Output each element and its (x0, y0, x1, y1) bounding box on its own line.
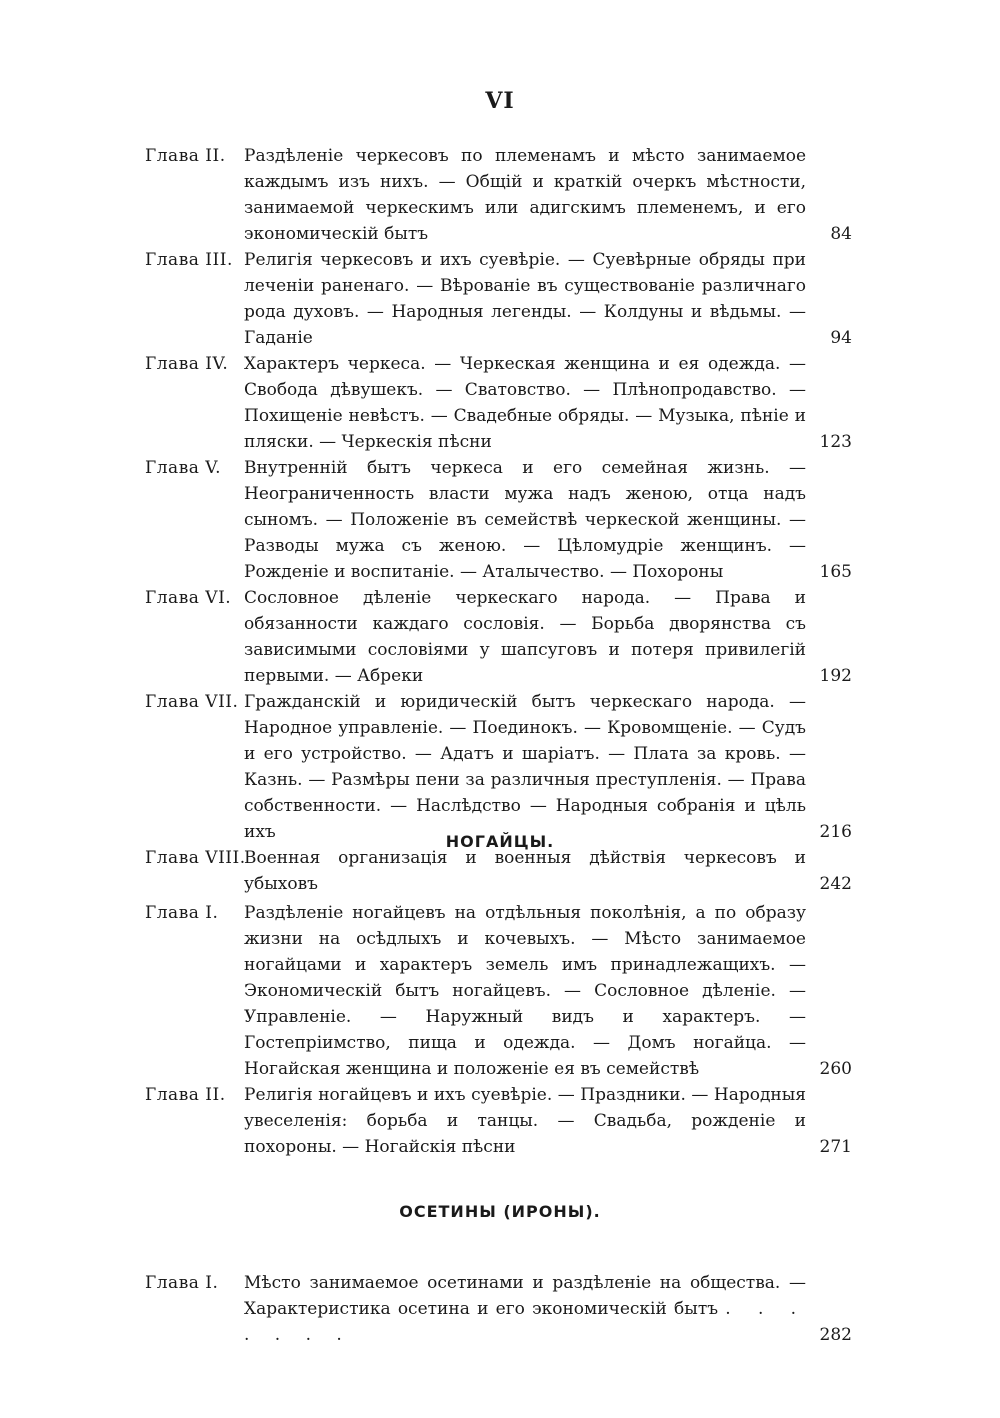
toc-entry (0, 455, 1000, 585)
chapter-title: Характеръ черкеса. — Черкеская женщина и ея одежда. — Свобода дѣвушекъ. — Сватовство. — Плѣнопродавство. — Похищеніе невѣстъ. — Свадебные обряды. — Музыка, пѣніе и пляски. — Черкескія пѣсни (244, 354, 806, 452)
chapter-label: Глава VII. (145, 692, 239, 712)
chapter-page-number: 84 (830, 224, 852, 244)
chapter-title: Гражданскій и юридическій бытъ черкескаго народа. — Народное управленіе. — Поединокъ. — Кровомщеніе. — Судъ и его устройство. — Адатъ и шаріатъ. — Плата за кровь. — Казнь. — Размѣры пени за различныя преступленія. — Права собственности. — Наслѣдство — Народныя собранія и цѣль ихъ (244, 692, 806, 842)
section-heading: НОГАЙЦЫ. (445, 832, 555, 851)
toc-entry (0, 143, 1000, 247)
chapter-page-number: 94 (830, 328, 852, 348)
section-nogais (0, 900, 1000, 1160)
chapter-title: Раздѣленіе черкесовъ по племенамъ и мѣсто занимаемое каждымъ изъ нихъ. — Общій и краткій очеркъ мѣстности, занимаемой черкескимъ или адигскимъ племенемъ, и его экономическій бытъ (244, 146, 806, 244)
chapter-page-number: 165 (819, 562, 852, 582)
section-ossetians (0, 1270, 1000, 1348)
chapter-page-number: 260 (819, 1059, 852, 1079)
toc-entry (0, 585, 1000, 689)
toc-entry (0, 845, 1000, 897)
toc-entry (0, 1270, 1000, 1348)
chapter-title: Военная организація и военныя дѣйствія черкесовъ и убыховъ (244, 848, 806, 894)
chapter-page-number: 282 (819, 1325, 852, 1345)
chapter-page-number: 242 (819, 874, 852, 894)
toc-entry (0, 689, 1000, 845)
chapter-label: Глава IV. (145, 354, 229, 374)
chapter-title: Религія черкесовъ и ихъ суевѣріе. — Суевѣрные обряды при леченіи раненаго. — Вѣрованіе въ существованіе различнаго рода духовъ. — Народныя легенды. — Колдуны и вѣдьмы. — Гаданіе (244, 250, 806, 348)
section-heading: ОСЕТИНЫ (ИРОНЫ). (399, 1202, 601, 1221)
chapter-label: Глава VIII. (145, 848, 246, 868)
chapter-title: Внутренній бытъ черкеса и его семейная жизнь. — Неограниченность власти мужа надъ женою, отца надъ сыномъ. — Положеніе въ семействѣ черкеской женщины. — Разводы мужа съ женою. — Цѣломудріе женщинъ. — Рожденіе и воспитаніе. — Аталычество. — Похороны (244, 458, 806, 582)
chapter-label: Глава I. (145, 903, 219, 923)
chapter-title (244, 1270, 806, 1348)
chapter-page-number: 123 (819, 432, 852, 452)
chapter-page-number: 216 (819, 822, 852, 842)
leader-dots: . . . . . . . (244, 1299, 806, 1345)
chapter-label: Глава III. (145, 250, 233, 270)
toc-entry (0, 900, 1000, 1082)
toc-entry (0, 351, 1000, 455)
chapter-label: Глава I. (145, 1273, 219, 1293)
chapter-page-number: 192 (819, 666, 852, 686)
section-circassians (0, 143, 1000, 897)
chapter-label: Глава V. (145, 458, 222, 478)
chapter-page-number: 271 (819, 1137, 852, 1157)
chapter-title: Религія ногайцевъ и ихъ суевѣріе. — Праздники. — Народныя увеселенія: борьба и танцы. — Свадьба, рожденіе и похороны. — Ногайскія пѣсни (244, 1085, 806, 1157)
chapter-title: Раздѣленіе ногайцевъ на отдѣльныя поколѣнія, а по образу жизни на осѣдлыхъ и кочевыхъ. — Мѣсто занимаемое ногайцами и характеръ земель имъ принадлежащихъ. — Экономическій бытъ ногайцевъ. — Сословное дѣленіе. — Управленіе. — Наружный видъ и характеръ. — Гостепріимство, пища и одежда. — Домъ ногайца. — Ногайская женщина и положеніе ея въ семействѣ (244, 903, 806, 1079)
page-number: VI (485, 88, 515, 114)
chapter-label: Глава II. (145, 146, 226, 166)
chapter-title-text: Мѣсто занимаемое осетинами и раздѣленіе на общества. — Характеристика осетина и его экономическій бытъ (244, 1273, 806, 1319)
chapter-label: Глава VI. (145, 588, 232, 608)
chapter-label: Глава II. (145, 1085, 226, 1105)
toc-entry (0, 1082, 1000, 1160)
chapter-title: Сословное дѣленіе черкескаго народа. — Права и обязанности каждаго сословія. — Борьба дворянства съ зависимыми сословіями у шапсуговъ и потеря привилегій первыми. — Абреки (244, 588, 806, 686)
toc-entry (0, 247, 1000, 351)
